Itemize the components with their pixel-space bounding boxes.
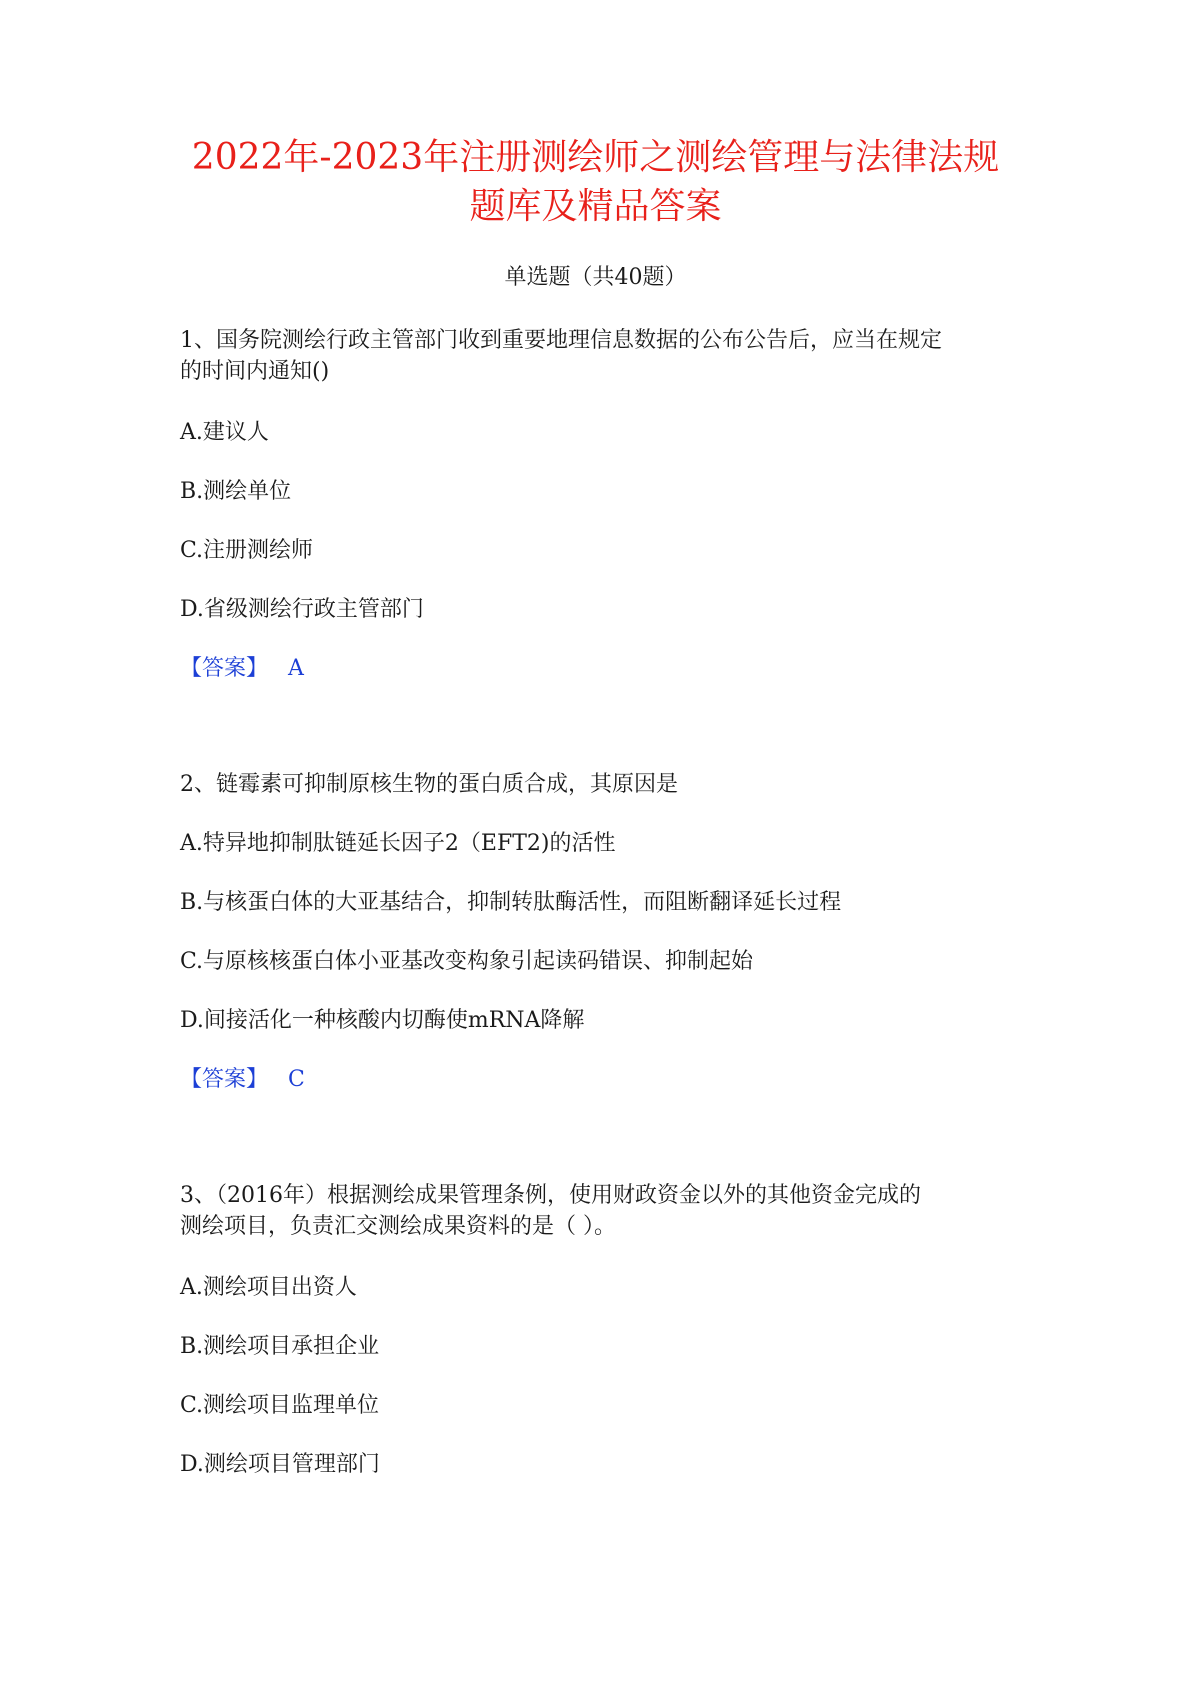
question-1-stem-line-2: 的时间内通知() <box>180 359 330 384</box>
question-2-option-a: A.特异地抑制肽链延长因子2（EFT2)的活性 <box>180 831 616 856</box>
section-header: 单选题（共40题） <box>504 265 687 290</box>
question-2-option-c: C.与原核核蛋白体小亚基改变构象引起读码错误、抑制起始 <box>180 949 754 974</box>
question-2-option-b: B.与核蛋白体的大亚基结合，抑制转肽酶活性，而阻断翻译延长过程 <box>180 890 842 915</box>
question-3-stem-line-2: 测绘项目，负责汇交测绘成果资料的是（ ）。 <box>180 1214 616 1239</box>
answer-value: A <box>288 656 304 681</box>
question-3-option-a: A.测绘项目出资人 <box>180 1275 357 1300</box>
document-title-line-1: 2022年-2023年注册测绘师之测绘管理与法律法规 <box>191 137 1000 178</box>
question-3-option-c: C.测绘项目监理单位 <box>180 1393 380 1418</box>
question-3-stem-line-1: 3、（2016年）根据测绘成果管理条例，使用财政资金以外的其他资金完成的 <box>180 1183 921 1208</box>
question-2-option-d: D.间接活化一种核酸内切酶使mRNA降解 <box>180 1008 585 1033</box>
question-1-answer <box>180 654 304 684</box>
question-1-option-d: D.省级测绘行政主管部门 <box>180 597 424 622</box>
question-1-option-b: B.测绘单位 <box>180 479 292 504</box>
question-3-option-b: B.测绘项目承担企业 <box>180 1334 380 1359</box>
question-1-stem-line-1: 1、国务院测绘行政主管部门收到重要地理信息数据的公布公告后，应当在规定 <box>180 328 942 353</box>
question-2-answer <box>180 1065 305 1095</box>
question-1-option-c: C.注册测绘师 <box>180 538 314 563</box>
document-title-line-2: 题库及精品答案 <box>469 186 722 227</box>
question-3-option-d: D.测绘项目管理部门 <box>180 1452 380 1477</box>
question-2-stem-line-1: 2、链霉素可抑制原核生物的蛋白质合成，其原因是 <box>180 772 678 797</box>
answer-value: C <box>288 1067 305 1092</box>
answer-label: 【答案】 <box>180 656 269 681</box>
question-1-option-a: A.建议人 <box>180 420 269 445</box>
answer-label: 【答案】 <box>180 1067 269 1092</box>
